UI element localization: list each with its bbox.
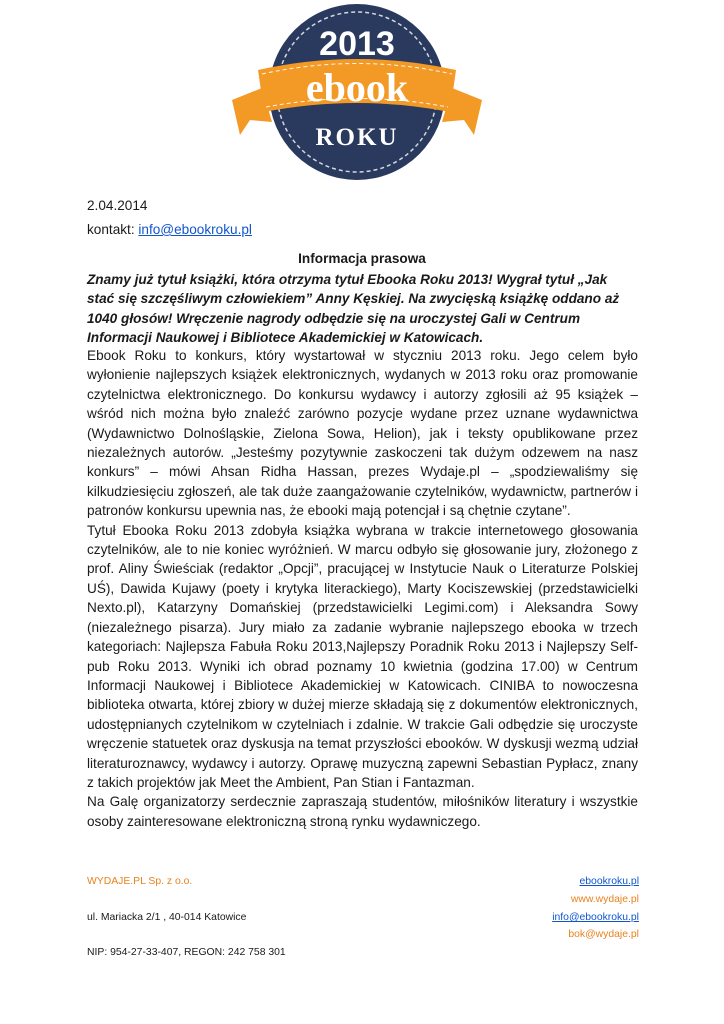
footer-company: WYDAJE.PL Sp. z o.o. [87,876,193,887]
body-paragraph: Ebook Roku to konkurs, który wystartował w styczniu 2013 roku. Jego celem było wyłonienie najlepszych książek elektronicznych, wydanych w 2013 roku oraz promowanie czytelnictwa elektronicznego. Do konkursu wydawcy i autorzy zgłosili aż 95 książek – wśród nich można było znaleźć zarówno pozycje wydane przez uznane wydawnictwa (Wydawnictwo Dolnośląskie, Zielona Sowa, Helion), jak i teksty opublikowane przez niezależnych autorów. „Jesteśmy pozytywnie zaskoczeni tak dużym odzewem na nasz konkurs” – mówi Ahsan Ridha Hassan, prezes Wydaje.pl – „spodziewaliśmy się kilkudziesięciu zgłoszeń, ale tak duże zaangażowanie czytelników, wydawnictw, partnerów i patronów konkursu upewnia nas, że ebooki mają potencjał i są chętnie czytane”. [87,348,638,519]
contact-line [87,220,252,239]
footer-link-bok-email[interactable]: bok@wydaje.pl [568,929,639,940]
logo-word: ebook [305,65,409,110]
logo-sub: ROKU [315,124,399,151]
ebook-roku-logo [0,0,724,185]
press-title: Informacja prasowa [298,251,426,266]
contact-email-link[interactable]: info@ebookroku.pl [138,222,252,237]
press-lead: Znamy już tytuł książki, która otrzyma tytuł Ebooka Roku 2013! Wygrał tytuł „Jak stać się szczęśliwym człowiekiem” Anny Kęskiej. Na zwycięską książkę oddano aż 1040 głosów! Wręczenie nagrody odbędzie się na uroczystej Gali w Centrum Informacji Naukowej i Bibliotece Akademickiej w Katowicach. [87,272,620,346]
footer-link-wydaje[interactable]: www.wydaje.pl [570,894,639,905]
footer-ids: NIP: 954-27-33-407, REGON: 242 758 301 [87,947,286,958]
body-paragraph: Tytuł Ebooka Roku 2013 zdobyła książka wybrana w trakcie internetowego głosowania czytelników, ale to nie koniec wyróżnień. W marcu odbyło się głosowanie jury, złożonego z prof. Aliny Świeściak (redaktor „Opcji”, pracującej w Instytucie Nauk o Literaturze Polskiej UŚ), Dawida Kujawy (poety i krytyka literackiego), Marty Kociszewskiej (przedstawicielki Nexto.pl), Katarzyny Domańskiej (przedstawicielki Legimi.com) i Aleksandra Sowy (niezależnego pisarza). Jury miało za zadanie wybranie najlepszego ebooka w trzech kategoriach: Najlepsza Fabuła Roku 2013,Najlepszy Poradnik Roku 2013 i Najlepszy Self-pub Roku 2013. Wyniki ich obrad poznamy 10 kwietnia (godzina 17.00) w Centrum Informacji Naukowej i Bibliotece Akademickiej w Katowicach. CINIBA to nowoczesna biblioteka otwarta, której zbiory w dużej mierze składają się z dokumentów elektronicznych, udostępnianych czytelnikom w czytelniach i zdalnie. W trakcie Gali odbędzie się uroczyste wręczenie statuetek oraz dyskusja na temat przyszłości ebooków. W dyskusji wezmą udział literaturoznawcy, wydawcy i autorzy. Oprawę muzyczną zapewni Sebastian Pypłacz, znany z takich projektów jak Meet the Ambient, Pan Stian i Fantazman. [87,522,638,790]
footer-link-ebookroku[interactable]: ebookroku.pl [579,876,639,887]
footer-address: ul. Mariacka 2/1 , 40-014 Katowice [87,912,247,923]
press-body [87,346,638,831]
body-paragraph: Na Galę organizatorzy serdecznie zapraszają studentów, miłośników literatury i wszystkie osoby zainteresowane elektroniczną stroną rynku wydawniczego. [87,794,638,829]
press-date: 2.04.2014 [87,198,148,213]
logo-year: 2013 [319,25,395,63]
contact-label: kontakt: [87,222,139,237]
footer-link-info-email[interactable]: info@ebookroku.pl [552,912,639,923]
